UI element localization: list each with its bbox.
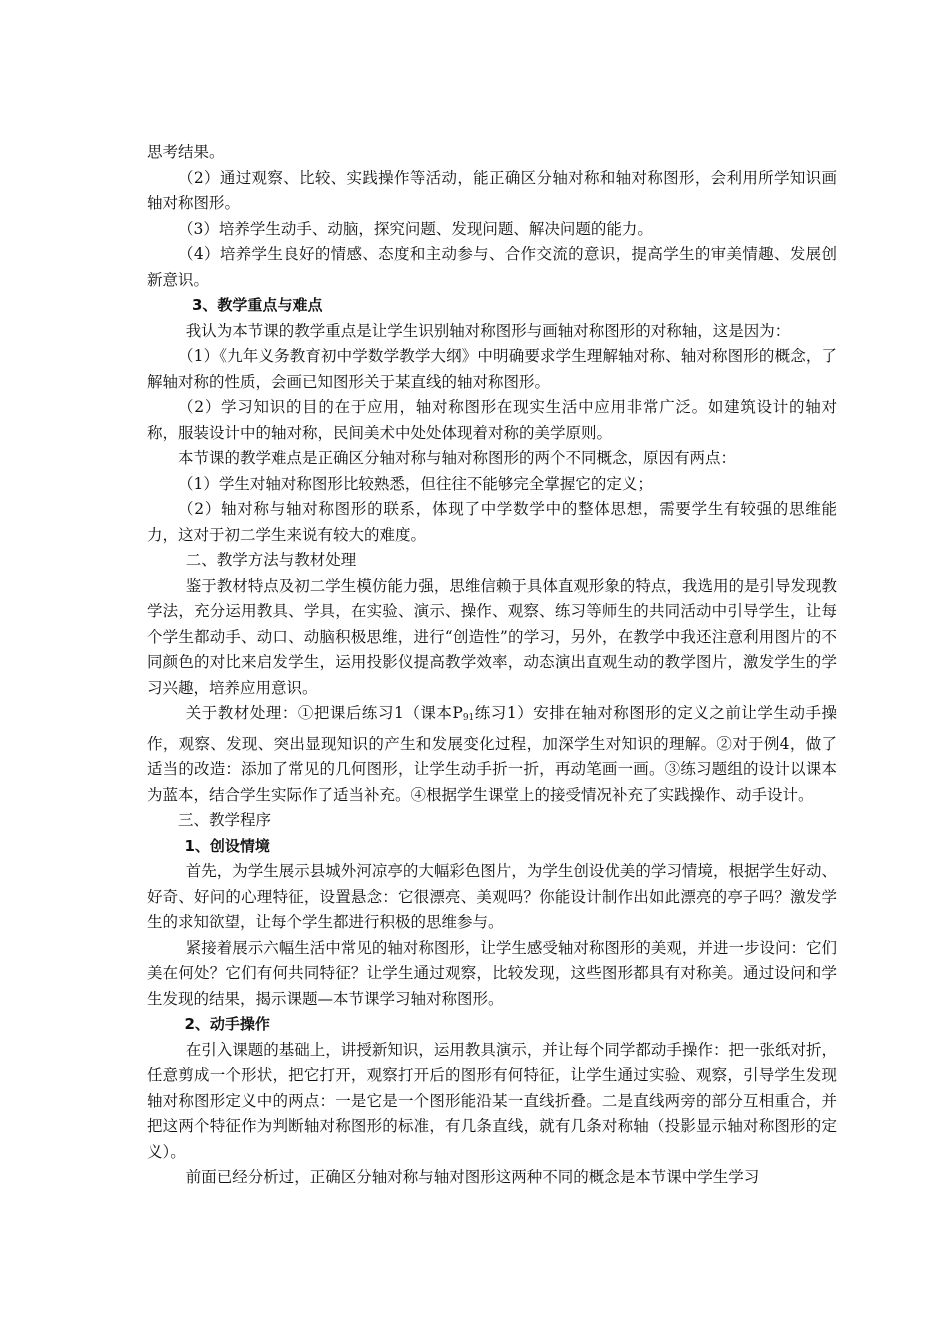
paragraph: 本节课的教学难点是正确区分轴对称与轴对称图形的两个不同概念，原因有两点： (178, 449, 737, 467)
paragraph: 鉴于教材特点及初二学生模仿能力强，思维信赖于具体直观形象的特点，我选用的是引导发现教学法，充分运用教具、学具，在实验、演示、操作、观察、练习等师生的共同活动中引导学生，让每个学生都动手、动口、动脑积极思维，进行“创造性”的学习，另外，在教学中我还注意利用图片的不同颜色的对比来启发学生，运用投影仪提高教学效率，动态演出直观生动的教学图片，激发学生的学习兴趣，培养应用意识。 (147, 576, 837, 697)
section-heading: 三、教学程序 (178, 811, 272, 829)
section-heading: 二、教学方法与教材处理 (185, 551, 357, 569)
page-number-subscript: 91 (462, 713, 475, 723)
paragraph: 我认为本节课的教学重点是让学生识别轴对称图形与画轴对称图形的对称轴，这是因为： (185, 321, 791, 340)
section-heading: 2、动手操作 (184, 1015, 270, 1033)
section-heading: 1、创设情境 (184, 836, 270, 855)
paragraph: （1）学生对轴对称图形比较熟悉，但往往不能够完全掌握它的定义； (178, 474, 653, 493)
paragraph (147, 701, 837, 808)
paragraph: 在引入课题的基础上，讲授新知识，运用教具演示，并让每个同学都动手操作：把一张纸对折，任意剪成一个形状，把它打开，观察打开后的图形有何特征，让学生通过实验、观察，引导学生发现轴对称图形定义中的两点：一是它是一个图形能沿某一直线折叠。二是直线两旁的部分互相重合，并把这两个特征作为判断轴对称图形的标准，有几条直线，就有几条对称轴（投影显示轴对称图形的定义）。 (147, 1040, 837, 1161)
paragraph: 紧接着展示六幅生活中常见的轴对称图形，让学生感受轴对称图形的美观，并进一步设问：它们美在何处？它们有何共同特征？让学生通过观察，比较发现，这些图形都具有对称美。通过设问和学生发现的结果，揭示课题—本节课学习轴对称图形。 (147, 938, 837, 1008)
paragraph: 前面已经分析过，正确区分轴对称与轴对图形这两种不同的概念是本节课中学生学习 (185, 1168, 760, 1186)
paragraph-text: 练习1）安排在轴对称图形的定义之前让学生动手操作，观察、发现、突出显现知识的产生和发展变化过程，加深学生对知识的理解。②对于例4，做了适当的改造：添加了常见的几何图形，让学生动手折一折，再动笔画一画。③练习题组的设计以课本为蓝本，结合学生实际作了适当补充。④根据学生课堂上的接受情况补充了实践操作、动手设计。 (147, 704, 837, 804)
paragraph: （2）学习知识的目的在于应用，轴对称图形在现实生活中应用非常广泛。如建筑设计的轴对称，服装设计中的轴对称，民间美术中处处体现着对称的美学原则。 (147, 398, 837, 442)
paragraph: 首先，为学生展示县城外河凉亭的大幅彩色图片，为学生创设优美的学习情境，根据学生好动、好奇、好问的心理特征，设置悬念：它很漂亮、美观吗？你能设计制作出如此漂亮的亭子吗？激发学生的求知欲望，让每个学生都进行积极的思维参与。 (147, 862, 837, 931)
paragraph: （2）通过观察、比较、实践操作等活动，能正确区分轴对称和轴对称图形，会利用所学知识画轴对称图形。 (147, 168, 837, 212)
document-page (147, 140, 837, 1191)
paragraph-text: 关于教材处理：①把课后练习1（课本P (185, 704, 463, 722)
paragraph: （2）轴对称与轴对称图形的联系，体现了中学数学中的整体思想，需要学生有较强的思维能力，这对于初二学生来说有较大的难度。 (147, 500, 837, 544)
section-heading: 3、教学重点与难点 (192, 296, 323, 314)
paragraph: 思考结果。 (147, 143, 225, 161)
paragraph: （4）培养学生良好的情感、态度和主动参与、合作交流的意识，提高学生的审美情趣、发展创新意识。 (147, 245, 837, 289)
paragraph: （1）《九年义务教育初中学数学教学大纲》中明确要求学生理解轴对称、轴对称图形的概念，了解轴对称的性质，会画已知图形关于某直线的轴对称图形。 (147, 347, 837, 391)
paragraph: （3）培养学生动手、动脑，探究问题、发现问题、解决问题的能力。 (178, 219, 653, 238)
